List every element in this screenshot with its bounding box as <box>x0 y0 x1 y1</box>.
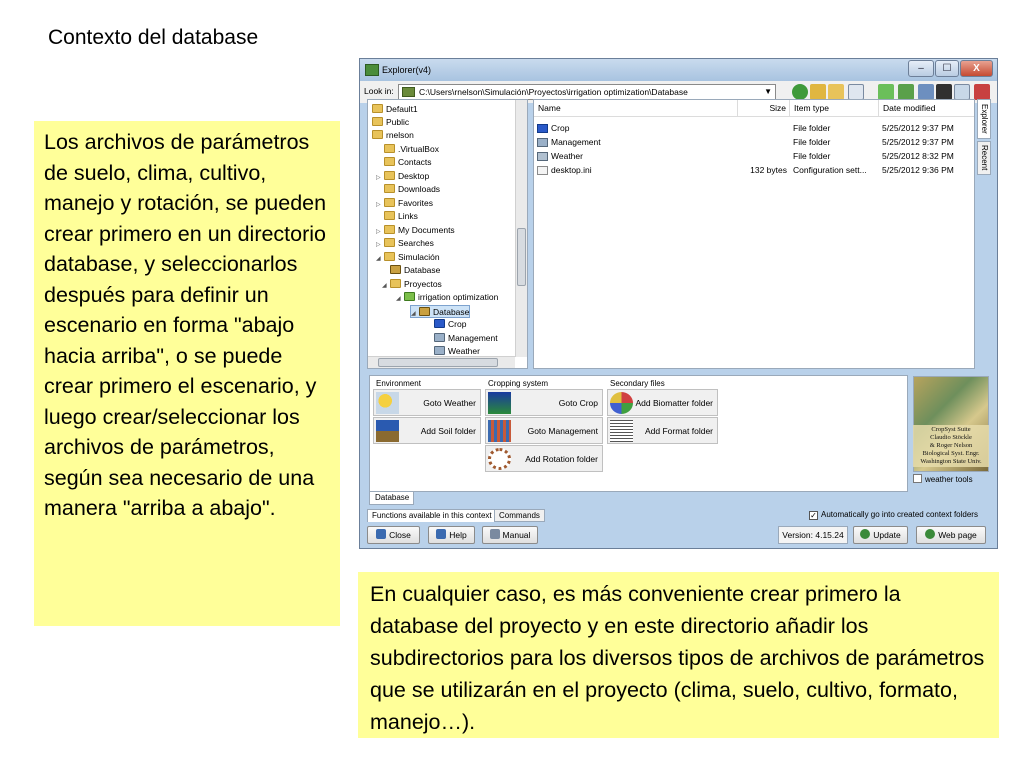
close-door-icon <box>376 529 386 539</box>
goto-crop-button[interactable] <box>485 389 603 416</box>
folder-icon <box>384 157 395 166</box>
left-note: Los archivos de parámetros de suelo, clima, cultivo, manejo y rotación, se pueden crear primero en un directorio database, y seleccionarlos después para definir un escenario en forma "abajo hacia arriba", o se puede crear primero el escenario, y luego crear/seleccionar los archivos de parámetros, según sea necesario de una manera "arriba a abajo". <box>34 121 340 626</box>
file-list[interactable] <box>533 99 975 369</box>
tree-item[interactable] <box>376 210 418 223</box>
file-date: 5/25/2012 8:32 PM <box>882 151 954 161</box>
collapse-arrow-icon[interactable]: ◢ <box>376 256 381 262</box>
copy-icon[interactable] <box>954 84 970 100</box>
web-page-button[interactable] <box>916 526 986 544</box>
table-row[interactable] <box>534 163 974 177</box>
tree-item[interactable] <box>434 332 498 345</box>
folder-icon <box>384 171 395 180</box>
auto-context-label: Automatically go into created context folders <box>821 510 978 519</box>
close-button[interactable] <box>367 526 420 544</box>
expand-arrow-icon[interactable]: ▷ <box>376 242 381 248</box>
folder-icon <box>384 225 395 234</box>
tree-item[interactable] <box>376 170 429 183</box>
collapse-arrow-icon[interactable]: ◢ <box>411 311 416 317</box>
folder-icon <box>404 292 415 301</box>
file-size: 132 bytes <box>750 165 787 175</box>
column-header-date[interactable]: Date modified <box>879 100 974 116</box>
scroll-thumb[interactable] <box>378 358 498 367</box>
credit-line: Washington State Univ. <box>920 458 982 465</box>
soil-icon <box>376 420 399 442</box>
column-header-size[interactable]: Size <box>738 100 790 116</box>
settings-file-icon <box>537 166 548 175</box>
help-icon <box>436 529 446 539</box>
expand-arrow-icon[interactable]: ▷ <box>376 175 381 181</box>
column-header-name[interactable]: Name <box>534 100 738 116</box>
folder-icon <box>372 130 383 139</box>
help-label: Help <box>449 530 467 540</box>
credit-line: & Roger Nelson <box>929 442 973 449</box>
goto-weather-button[interactable] <box>373 389 481 416</box>
secondary-group-label: Secondary files <box>610 379 665 388</box>
crop-icon <box>488 392 511 414</box>
file-name: Crop <box>551 123 570 133</box>
table-row[interactable] <box>534 121 974 135</box>
help-button[interactable] <box>428 526 475 544</box>
rotation-icon <box>488 448 511 470</box>
tree-item-label: Default1 <box>386 104 418 114</box>
biomatter-icon <box>610 392 633 414</box>
file-type: File folder <box>793 123 831 133</box>
sync-icon[interactable] <box>898 84 914 100</box>
credit-line: Claudio Stöckle <box>930 434 972 441</box>
auto-context-checkbox[interactable] <box>809 510 978 520</box>
file-name: Management <box>551 137 601 147</box>
tree-item[interactable] <box>376 197 433 210</box>
edit-icon[interactable] <box>878 84 894 100</box>
management-folder-icon <box>537 138 548 147</box>
tree-item-label: Searches <box>398 238 434 248</box>
weather-tools-checkbox[interactable] <box>913 474 973 484</box>
tab-database[interactable]: Database <box>369 492 414 505</box>
tree-item-label: Database <box>404 265 441 275</box>
add-biomatter-button[interactable] <box>607 389 718 416</box>
maximize-button[interactable]: ☐ <box>935 60 959 77</box>
file-name: desktop.ini <box>551 165 592 175</box>
tree-item-label: Weather <box>448 346 480 356</box>
tree-item-label: Management <box>448 333 498 343</box>
add-biomatter-label: Add Biomatter folder <box>635 398 713 408</box>
tree-item-label: My Documents <box>398 225 455 235</box>
version-display: Version: 4.15.24 <box>778 526 848 544</box>
manual-button[interactable] <box>482 526 538 544</box>
tree-item[interactable] <box>434 318 466 331</box>
side-tabs <box>975 99 995 229</box>
cropsyst-credits <box>913 425 989 467</box>
file-date: 5/25/2012 9:36 PM <box>882 165 954 175</box>
tree-item[interactable] <box>376 156 432 169</box>
collapse-arrow-icon[interactable]: ◢ <box>382 283 387 289</box>
slide-title: Contexto del database <box>48 26 259 49</box>
add-rotation-button[interactable] <box>485 445 603 472</box>
table-row[interactable] <box>534 135 974 149</box>
file-type: File folder <box>793 137 831 147</box>
chevron-down-icon[interactable]: ▼ <box>764 87 772 96</box>
folder-tree[interactable] <box>367 99 528 369</box>
file-type: Configuration sett... <box>793 165 867 175</box>
new-folder-icon[interactable] <box>828 84 844 100</box>
folder-icon <box>384 144 395 153</box>
tree-item-label: rnelson <box>386 130 414 140</box>
bottom-note: En cualquier caso, es más conveniente crear primero la database del proyecto y en este directorio añadir los subdirectorios para los diversos tipos de archivos de parámetros que se utilizarán en el proyecto (clima, suelo, cultivo, formato, manejo…). <box>358 572 999 738</box>
tree-item-label: Downloads <box>398 184 441 194</box>
tree-item[interactable] <box>376 237 434 250</box>
tree-item-label: Simulación <box>398 252 440 262</box>
add-soil-label: Add Soil folder <box>420 426 476 436</box>
tree-item-label: Links <box>398 211 418 221</box>
add-format-button[interactable] <box>607 417 718 444</box>
manual-icon <box>490 529 500 539</box>
folder-icon <box>384 198 395 207</box>
look-in-label: Look in: <box>364 86 394 96</box>
explore-icon[interactable] <box>918 84 934 100</box>
tree-item[interactable] <box>376 143 439 156</box>
environment-group-label: Environment <box>376 379 421 388</box>
window-title: Explorer(v4) <box>382 65 432 75</box>
tab-functions[interactable]: Functions available in this context <box>367 509 497 522</box>
update-button[interactable] <box>853 526 908 544</box>
goto-crop-label: Goto Crop <box>558 398 598 408</box>
collapse-arrow-icon[interactable]: ◢ <box>396 296 401 302</box>
expand-arrow-icon[interactable]: ▷ <box>376 202 381 208</box>
tree-item[interactable] <box>372 116 409 129</box>
title-bar[interactable] <box>360 59 997 81</box>
view-menu-icon[interactable] <box>848 84 864 100</box>
folder-icon <box>390 279 401 288</box>
manual-label: Manual <box>502 530 531 540</box>
folder-icon <box>384 252 395 261</box>
tree-item[interactable] <box>372 103 418 116</box>
checked-icon[interactable]: ✓ <box>810 511 817 520</box>
path-text: C:\Users\rnelson\Simulación\Proyectos\irrigation optimization\Database <box>419 87 688 97</box>
format-icon <box>610 420 633 442</box>
tree-item-label: Desktop <box>398 171 430 181</box>
close-label: Close <box>389 530 411 540</box>
add-format-label: Add Format folder <box>644 426 713 436</box>
tab-explorer[interactable]: Explorer <box>977 99 991 139</box>
goto-weather-label: Goto Weather <box>423 398 476 408</box>
tree-item-label: Proyectos <box>404 279 442 289</box>
folder-icon <box>402 87 415 97</box>
tree-item-label: Crop <box>448 319 467 329</box>
weather-icon <box>376 392 399 414</box>
database-icon <box>419 307 430 316</box>
app-icon <box>365 64 379 76</box>
tree-item-label: Contacts <box>398 157 432 167</box>
tree-item-selected[interactable] <box>410 305 470 318</box>
tree-item-label: Database <box>433 307 470 317</box>
crop-icon <box>434 319 445 328</box>
tree-item-label: irrigation optimization <box>418 292 499 302</box>
folder-icon <box>384 238 395 247</box>
add-soil-button[interactable] <box>373 417 481 444</box>
folder-icon <box>384 184 395 193</box>
globe-icon <box>925 529 935 539</box>
tree-item-label: Favorites <box>398 198 433 208</box>
tree-item[interactable] <box>372 129 414 142</box>
weather-tools-label: weather tools <box>925 475 973 484</box>
tab-commands[interactable]: Commands <box>494 509 545 522</box>
close-window-button[interactable]: X <box>960 60 993 77</box>
tree-item[interactable] <box>396 291 498 304</box>
explorer-window <box>359 58 998 549</box>
tab-recent[interactable]: Recent <box>977 141 991 175</box>
update-label: Update <box>873 530 901 540</box>
database-icon <box>390 265 401 274</box>
checkbox-icon[interactable] <box>913 474 922 483</box>
file-date: 5/25/2012 9:37 PM <box>882 123 954 133</box>
tree-item[interactable] <box>376 183 440 196</box>
add-rotation-label: Add Rotation folder <box>525 454 598 464</box>
credit-line: CropSyst Suite <box>931 426 971 433</box>
tree-item-label: Public <box>386 117 410 127</box>
print-icon[interactable] <box>974 84 990 100</box>
tree-item[interactable] <box>390 264 440 277</box>
console-icon[interactable] <box>936 84 952 100</box>
management-icon <box>434 333 445 342</box>
folder-icon <box>372 117 383 126</box>
folder-icon <box>372 104 383 113</box>
tree-item[interactable] <box>376 251 440 264</box>
crop-folder-icon <box>537 124 548 133</box>
file-date: 5/25/2012 9:37 PM <box>882 137 954 147</box>
minimize-button[interactable]: – <box>908 60 934 77</box>
weather-folder-icon <box>537 152 548 161</box>
tree-horizontal-scrollbar[interactable] <box>368 356 515 368</box>
tree-item[interactable] <box>376 224 455 237</box>
tree-item-label: .VirtualBox <box>398 144 439 154</box>
management-icon <box>488 420 511 442</box>
path-combobox[interactable] <box>398 84 776 100</box>
back-icon[interactable] <box>792 84 808 100</box>
folder-icon <box>384 211 395 220</box>
tree-item[interactable] <box>382 278 442 291</box>
column-header-type[interactable]: Item type <box>790 100 879 116</box>
expand-arrow-icon[interactable]: ▷ <box>376 229 381 235</box>
up-folder-icon[interactable] <box>810 84 826 100</box>
web-page-label: Web page <box>938 530 977 540</box>
file-type: File folder <box>793 151 831 161</box>
file-name: Weather <box>551 151 583 161</box>
update-icon <box>860 529 870 539</box>
credit-line: Biological Syst. Engr. <box>922 450 980 457</box>
weather-icon <box>434 346 445 355</box>
goto-management-label: Goto Management <box>527 426 598 436</box>
table-row[interactable] <box>534 149 974 163</box>
tree-vertical-scrollbar[interactable] <box>515 100 527 357</box>
scroll-thumb[interactable] <box>517 228 526 286</box>
goto-management-button[interactable] <box>485 417 603 444</box>
cropping-group-label: Cropping system <box>488 379 549 388</box>
functions-panel <box>369 375 908 492</box>
